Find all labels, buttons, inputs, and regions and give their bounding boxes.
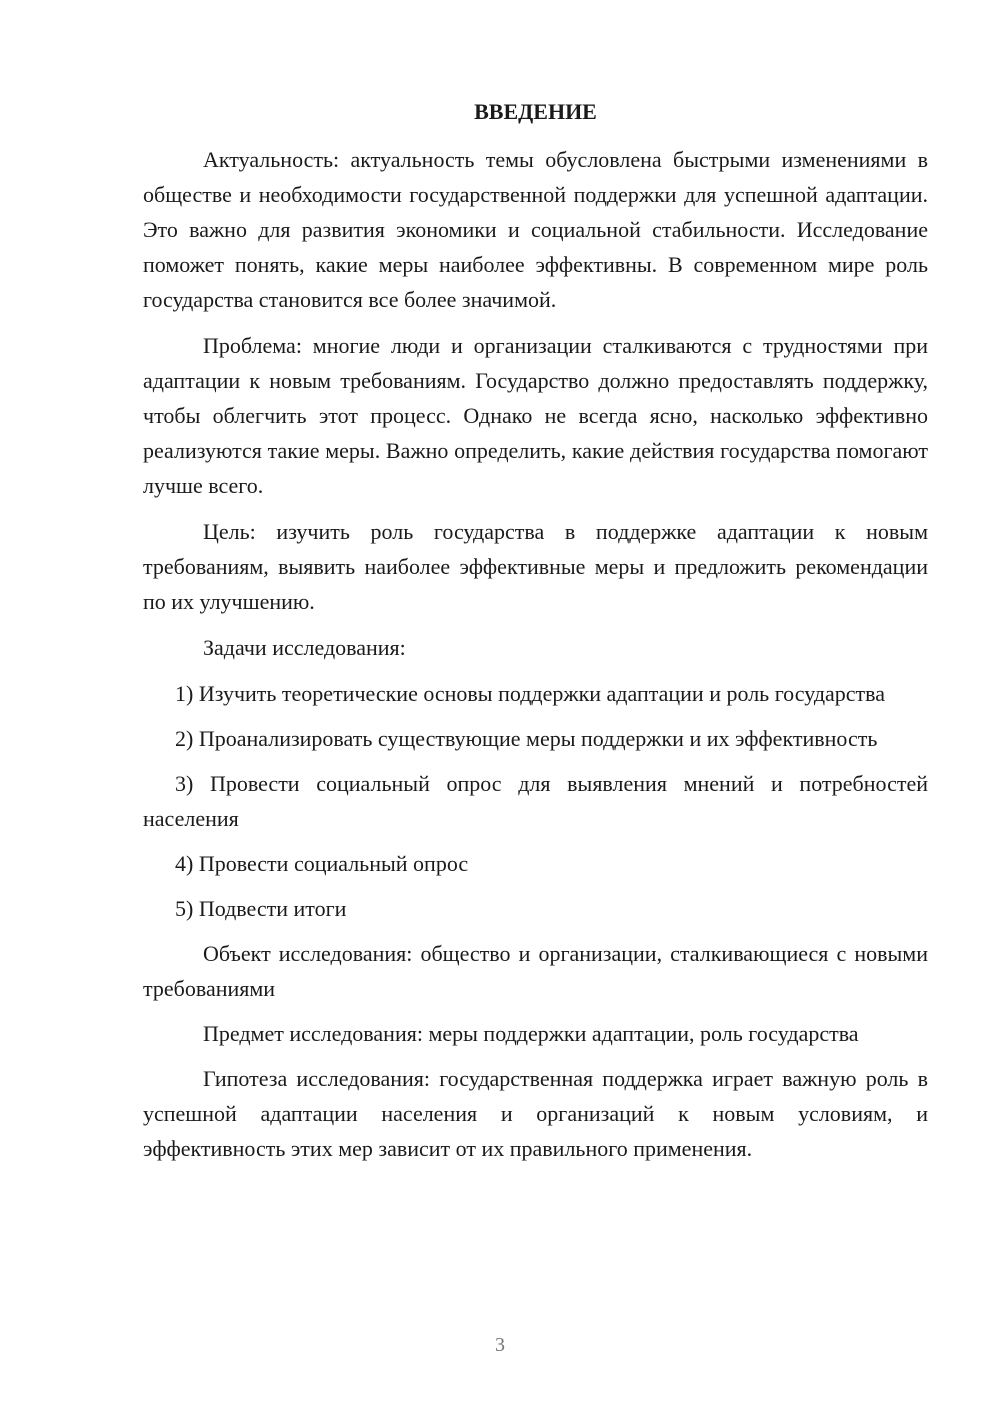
tasks-heading: Задачи исследования: [203, 635, 406, 660]
task-item-5: 5) Подвести итоги [175, 896, 347, 921]
document-page [143, 96, 928, 1166]
task-item-1: 1) Изучить теоретические основы поддержки адаптации и роль государства [175, 681, 886, 706]
subject-paragraph: Предмет исследования: меры поддержки адаптации, роль государства [203, 1021, 859, 1046]
page-number: 3 [495, 1334, 505, 1356]
task-item-2: 2) Проанализировать существующие меры поддержки и их эффективность [175, 726, 878, 751]
hypothesis-paragraph: Гипотеза исследования: государственная поддержка играет важную роль в успешной адаптации населения и организаций к новым условиям, и эффективность этих мер зависит от их правильного применения. [143, 1066, 928, 1161]
task-item-4: 4) Провести социальный опрос [175, 851, 469, 876]
task-item-3: 3) Провести социальный опрос для выявления мнений и потребностей населения [143, 771, 928, 831]
problem-paragraph: Проблема: многие люди и организации сталкиваются с трудностями при адаптации к новым требованиям. Государство должно предоставлять поддержку, чтобы облегчить этот процесс. Однако не всегда ясно, насколько эффективно реализуются такие меры. Важно определить, какие действия государства помогают лучше всего. [143, 333, 928, 498]
goal-paragraph: Цель: изучить роль государства в поддержке адаптации к новым требованиям, выявить наиболее эффективные меры и предложить рекомендации по их улучшению. [143, 519, 928, 614]
object-paragraph: Объект исследования: общество и организации, сталкивающиеся с новыми требованиями [143, 941, 928, 1001]
relevance-paragraph: Актуальность: актуальность темы обусловлена быстрыми изменениями в обществе и необходимости государственной поддержки для успешной адаптации. Это важно для развития экономики и социальной стабильности. Исследование поможет понять, какие меры наиболее эффективны. В современном мире роль государства становится все более значимой. [143, 147, 928, 312]
page-title: ВВЕДЕНИЕ [474, 99, 597, 124]
